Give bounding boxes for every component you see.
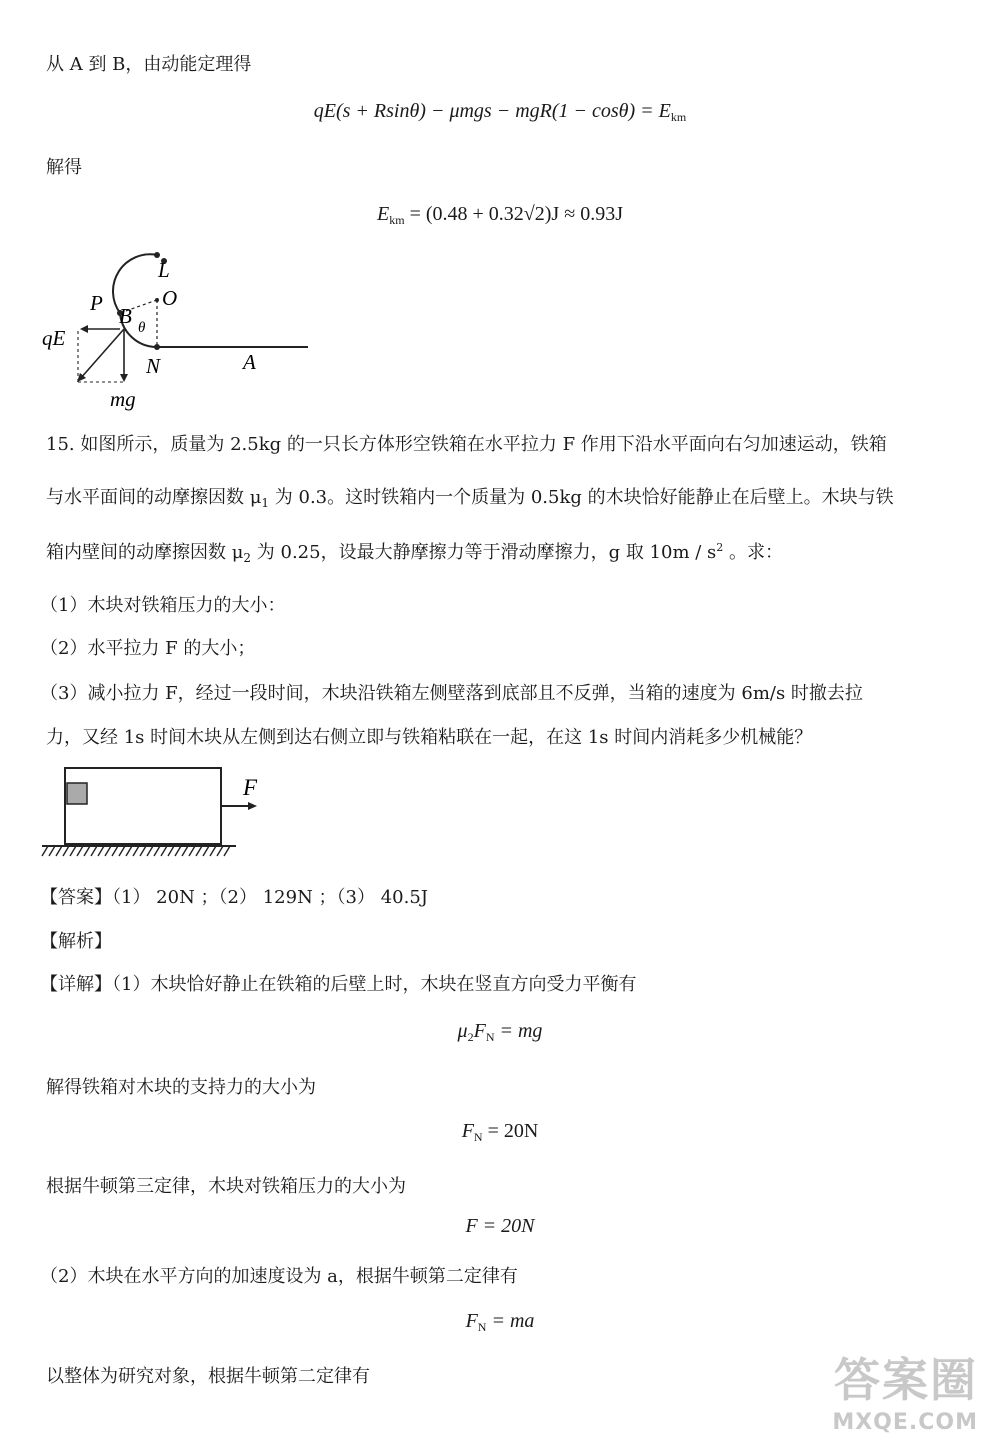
label-qe: qE xyxy=(42,326,66,350)
equation-kinetic-energy: $qE(s + Rsin\theta) - \mu mgs - mgR(1 - \cos\theta) = E_{km}$ xyxy=(313,100,687,124)
qe-arrowhead xyxy=(80,325,88,333)
detail-line: 【详解】（1）木块恰好静止在铁箱的后壁上时，木块在竖直方向受力平衡有 xyxy=(40,974,637,995)
mg-arrowhead xyxy=(120,374,128,382)
equation-friction-balance: $\mu_2F_N$ = mg xyxy=(457,1020,543,1044)
ground-hatching xyxy=(42,846,230,856)
figure-circular-track xyxy=(40,245,320,415)
sub-question-3-line-2: 力，又经 1s 时间木块从左侧到达右侧立即与铁箱粘联在一起，在这 1s 时间内消耗多少机械能？ xyxy=(46,727,813,748)
text-line: 解得铁箱对木块的支持力的大小为 xyxy=(46,1077,316,1098)
equation-newton-second: $F_N$ = ma xyxy=(465,1310,535,1334)
figure-iron-box xyxy=(40,765,280,865)
label-n: N xyxy=(146,354,161,378)
text-line: （2）木块在水平方向的加速度设为 a，根据牛顿第二定律有 xyxy=(40,1266,518,1287)
watermark-url: MXQE.COM xyxy=(832,1410,978,1435)
label-theta: θ xyxy=(138,320,146,336)
label-o: O xyxy=(162,286,178,310)
text-line: 以整体为研究对象，根据牛顿第二定律有 xyxy=(46,1366,370,1387)
question-15-line-3: 箱内壁间的动摩擦因数 $\mu_2$ 为 0.25，设最大静摩擦力等于滑动摩擦力，g 取 $10m / s^2$ 。求： xyxy=(46,541,783,565)
label-a: A xyxy=(243,350,256,374)
text-line: 解得 xyxy=(46,157,82,178)
label-b: B xyxy=(119,304,132,328)
analysis-heading: 【解析】 xyxy=(40,931,112,952)
question-15-line-1: 15. 如图所示，质量为 2.5kg 的一只长方体形空铁箱在水平拉力 F 作用下沿水平面向右匀加速运动，铁箱 xyxy=(46,434,887,455)
label-l: L xyxy=(158,258,170,282)
label-p: P xyxy=(90,291,103,315)
wood-block xyxy=(67,783,87,804)
equation-pressure: F = 20N xyxy=(465,1215,535,1237)
watermark-logo: 答案圈 xyxy=(834,1353,978,1407)
iron-box xyxy=(65,768,221,844)
sub-question-1: （1）木块对铁箱压力的大小： xyxy=(40,595,286,616)
force-f-arrowhead xyxy=(248,802,257,810)
text-line: 根据牛顿第三定律，木块对铁箱压力的大小为 xyxy=(46,1176,406,1197)
label-f: F xyxy=(243,775,258,800)
sub-question-2: （2）水平拉力 F 的大小； xyxy=(40,638,256,659)
sub-question-3-line-1: （3）减小拉力 F，经过一段时间，木块沿铁箱左侧壁落到底部且不反弹，当箱的速度为 6m/s 时撤去拉 xyxy=(40,683,863,704)
text-line: 从 A 到 B，由动能定理得 xyxy=(46,54,252,75)
equation-support-force: $F_N = 20N$ xyxy=(461,1120,539,1144)
equation-result: $E_{km} = (0.48 + 0.32√2)J \approx 0.93J$ xyxy=(377,203,623,227)
question-15-line-2: 与水平面间的动摩擦因数 $\mu_1$ 为 0.3。这时铁箱内一个质量为 0.5kg 的木块恰好能静止在后壁上。木块与铁 xyxy=(46,487,894,510)
answer-line: 【答案】（1） 20N ；（2） 129N ；（3） 40.5J xyxy=(40,887,429,908)
watermark xyxy=(832,1344,978,1435)
label-mg: mg xyxy=(110,387,136,411)
resultant-arrow xyxy=(80,329,124,379)
